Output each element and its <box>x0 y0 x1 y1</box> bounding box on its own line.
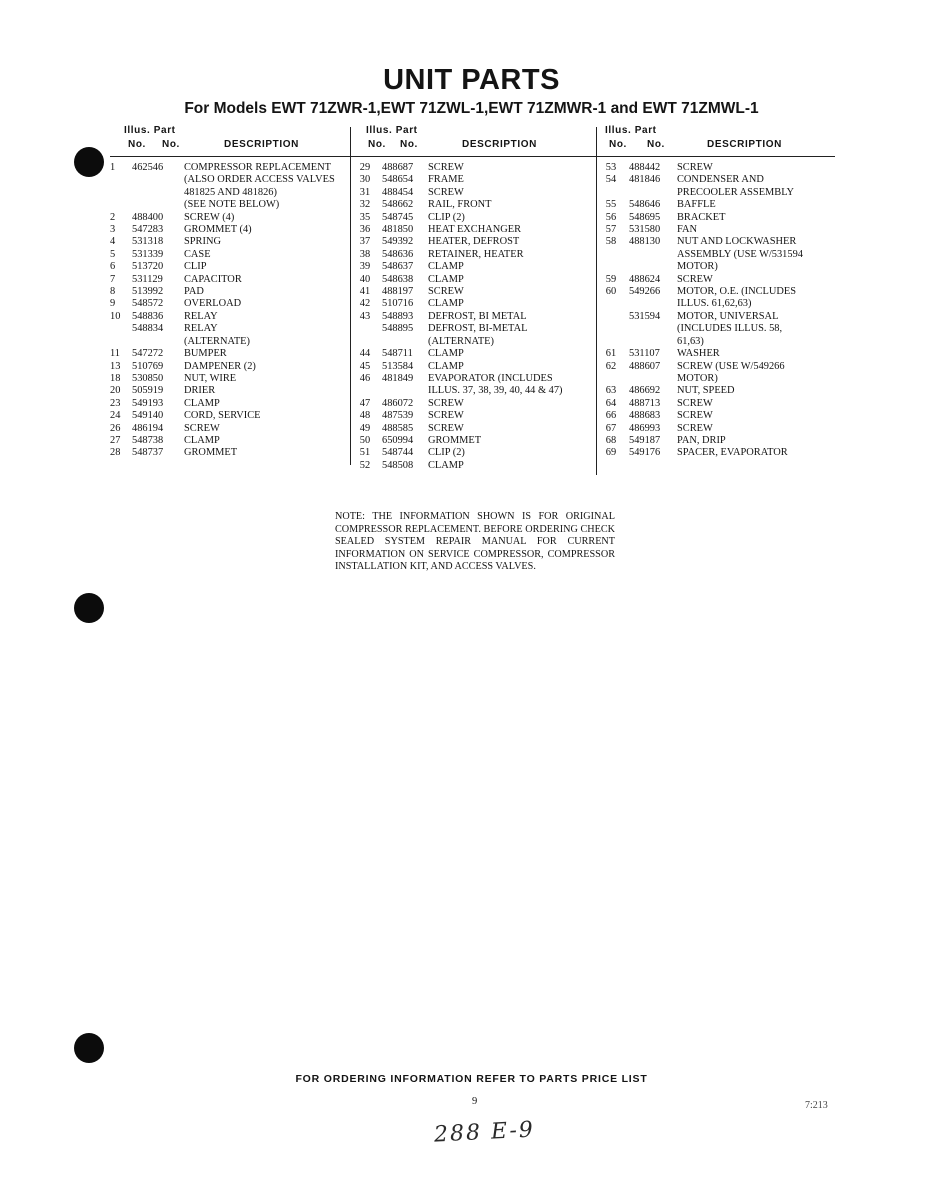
table-row <box>595 373 835 385</box>
part-description: CLAMP <box>428 261 464 273</box>
part-description: DEFROST, BI METAL <box>428 310 527 322</box>
part-description: CLIP <box>184 261 207 273</box>
illus-number: 35 <box>359 211 371 223</box>
part-number: 548636 <box>382 248 414 260</box>
table-row <box>350 373 595 385</box>
part-description: 481825 AND 481826) <box>184 186 277 198</box>
part-description: RELAY <box>184 323 218 335</box>
compressor-note: NOTE: THE INFORMATION SHOWN IS FOR ORIGINAL COMPRESSOR REPLACEMENT. BEFORE ORDERING CHECK SEALED SYSTEM REPAIR MANUAL FOR CURRENT INFORMATION ON SERVICE COMPRESSOR, COMPRESSOR INSTALLATION KIT, AND ACCESS VALVES. <box>335 511 615 572</box>
part-number: 488130 <box>629 236 661 248</box>
table-row <box>595 323 835 335</box>
header-part-no: No. <box>162 139 180 150</box>
header-illus-part: Illus. Part <box>366 125 418 136</box>
parts-column-3 <box>595 123 835 460</box>
part-number: 548508 <box>382 459 414 471</box>
illus-number: 10 <box>110 310 121 322</box>
illus-number: 64 <box>605 397 617 409</box>
table-row <box>350 286 595 298</box>
part-description: SPACER, EVAPORATOR <box>677 447 788 459</box>
part-description: (ALSO ORDER ACCESS VALVES <box>184 174 335 186</box>
illus-number: 41 <box>359 286 371 298</box>
part-description: SCREW <box>677 422 713 434</box>
illus-number: 18 <box>110 372 121 384</box>
table-row <box>110 385 350 397</box>
part-description: DRIER <box>184 385 216 397</box>
column-header <box>350 123 595 157</box>
part-description: SCREW <box>428 397 464 409</box>
table-row <box>595 410 835 422</box>
table-row <box>110 199 350 211</box>
part-number: 531594 <box>629 310 661 322</box>
table-row <box>110 162 350 174</box>
illus-number: 27 <box>110 434 121 446</box>
part-description: (ALTERNATE) <box>184 335 250 347</box>
illus-number: 36 <box>359 224 371 236</box>
table-row <box>595 336 835 348</box>
illus-number: 39 <box>359 261 371 273</box>
part-description: SCREW <box>677 273 713 285</box>
part-number: 548695 <box>629 211 661 223</box>
illus-number: 26 <box>110 422 121 434</box>
part-number: 488585 <box>382 422 414 434</box>
part-description: PAN, DRIP <box>677 434 726 446</box>
part-number: 548646 <box>629 199 661 211</box>
part-number: 505919 <box>132 385 164 397</box>
table-row <box>350 174 595 186</box>
illus-number: 23 <box>110 397 121 409</box>
part-number: 548738 <box>132 434 164 446</box>
part-number: 548662 <box>382 199 414 211</box>
table-row <box>350 460 595 472</box>
part-description: NUT, SPEED <box>677 385 735 397</box>
part-description: CLIP (2) <box>428 447 465 459</box>
table-row <box>350 199 595 211</box>
table-row <box>595 311 835 323</box>
part-number: 488197 <box>382 286 414 298</box>
illus-number: 2 <box>110 211 116 223</box>
part-number: 510769 <box>132 360 164 372</box>
part-description: DEFROST, BI-METAL <box>428 323 528 335</box>
table-row <box>110 224 350 236</box>
table-row <box>110 286 350 298</box>
part-description: NUT AND LOCKWASHER <box>677 236 797 248</box>
part-number: 548836 <box>132 310 164 322</box>
part-number: 548638 <box>382 273 414 285</box>
table-row <box>110 249 350 261</box>
illus-number: 32 <box>359 199 371 211</box>
table-row <box>110 373 350 385</box>
illus-number: 56 <box>605 211 617 223</box>
part-description: SCREW <box>184 422 220 434</box>
part-description: (INCLUDES ILLUS. 58, <box>677 323 783 335</box>
table-row <box>595 286 835 298</box>
part-description: EVAPORATOR (INCLUDES <box>428 372 553 384</box>
table-row <box>110 423 350 435</box>
part-description: SCREW <box>428 186 464 198</box>
part-number: 488713 <box>629 397 661 409</box>
table-row <box>595 348 835 360</box>
illus-number: 47 <box>359 397 371 409</box>
table-row <box>595 398 835 410</box>
illus-number: 62 <box>605 360 617 372</box>
part-description: MOTOR) <box>677 261 718 273</box>
part-description: SCREW <box>677 397 713 409</box>
illus-number: 52 <box>359 459 371 471</box>
part-description: DAMPENER (2) <box>184 360 256 372</box>
part-number: 549266 <box>629 286 661 298</box>
illus-number: 42 <box>359 298 371 310</box>
part-description: CLAMP <box>428 348 464 360</box>
part-description: FAN <box>677 224 698 236</box>
part-number: 531107 <box>629 348 660 360</box>
table-row <box>595 236 835 248</box>
part-number: 488683 <box>629 410 661 422</box>
illus-number: 45 <box>359 360 371 372</box>
part-number: 531339 <box>132 248 164 260</box>
table-row <box>110 435 350 447</box>
table-row <box>595 261 835 273</box>
table-row <box>110 311 350 323</box>
part-number: 481850 <box>382 224 414 236</box>
illus-number: 58 <box>605 236 617 248</box>
part-number: 486692 <box>629 385 661 397</box>
header-description: DESCRIPTION <box>224 139 299 150</box>
header-illus-part: Illus. Part <box>124 125 176 136</box>
column-header <box>110 123 350 157</box>
part-description: SCREW <box>677 162 713 173</box>
table-row <box>350 298 595 310</box>
table-row <box>110 261 350 273</box>
part-number: 531318 <box>132 236 164 248</box>
part-description: NUT, WIRE <box>184 372 237 384</box>
part-description: PAD <box>184 286 204 298</box>
part-description: RAIL, FRONT <box>428 199 492 211</box>
illus-number: 28 <box>110 447 121 459</box>
part-number: 531129 <box>132 273 163 285</box>
part-number: 513992 <box>132 286 164 298</box>
header-illus-no: No. <box>368 139 386 150</box>
part-number: 462546 <box>132 162 164 173</box>
part-description: SCREW <box>677 410 713 422</box>
illus-number: 44 <box>359 348 371 360</box>
part-description: PRECOOLER ASSEMBLY <box>677 186 795 198</box>
part-description: SCREW <box>428 286 464 298</box>
table-row <box>350 212 595 224</box>
part-number: 549392 <box>382 236 414 248</box>
part-description: SCREW <box>428 422 464 434</box>
part-number: 487539 <box>382 410 414 422</box>
part-number: 549193 <box>132 397 164 409</box>
illus-number: 20 <box>110 385 121 397</box>
ordering-info-footer: FOR ORDERING INFORMATION REFER TO PARTS PRICE LIST <box>295 1073 648 1085</box>
part-description: COMPRESSOR REPLACEMENT <box>184 162 331 173</box>
table-row <box>595 199 835 211</box>
part-description: CONDENSER AND <box>677 174 764 186</box>
illus-number: 61 <box>605 348 617 360</box>
part-description: SPRING <box>184 236 221 248</box>
table-row <box>595 212 835 224</box>
part-description: CORD, SERVICE <box>184 410 261 422</box>
illus-number: 48 <box>359 410 371 422</box>
table-row <box>110 212 350 224</box>
table-row <box>110 348 350 360</box>
part-description: ILLUS. 37, 38, 39, 40, 44 & 47) <box>428 385 563 397</box>
illus-number: 9 <box>110 298 116 310</box>
part-description: CLAMP <box>428 273 464 285</box>
part-description: CLAMP <box>428 360 464 372</box>
part-description: 61,63) <box>677 335 704 347</box>
table-row <box>350 447 595 459</box>
part-number: 488454 <box>382 186 414 198</box>
header-illus-part: Illus. Part <box>605 125 657 136</box>
part-number: 548893 <box>382 310 414 322</box>
part-number: 513720 <box>132 261 164 273</box>
table-row <box>110 323 350 335</box>
part-description: ASSEMBLY (USE W/531594 <box>677 248 803 260</box>
table-row <box>350 249 595 261</box>
part-description: RETAINER, HEATER <box>428 248 524 260</box>
part-number: 549187 <box>629 434 661 446</box>
table-row <box>350 162 595 174</box>
part-description: ILLUS. 61,62,63) <box>677 298 752 310</box>
part-number: 548895 <box>382 323 414 335</box>
parts-rows <box>595 157 835 460</box>
table-row <box>110 336 350 348</box>
part-description: SCREW <box>428 162 464 173</box>
part-description: SCREW (4) <box>184 211 235 223</box>
table-row <box>595 174 835 186</box>
part-description: GROMMET (4) <box>184 224 252 236</box>
header-description: DESCRIPTION <box>707 139 782 150</box>
table-row <box>595 361 835 373</box>
table-row <box>350 187 595 199</box>
table-row <box>595 447 835 459</box>
table-row <box>110 298 350 310</box>
part-number: 513584 <box>382 360 414 372</box>
table-row <box>350 311 595 323</box>
part-description: GROMMET <box>184 447 238 459</box>
illus-number: 46 <box>359 372 371 384</box>
table-row <box>350 224 595 236</box>
table-row <box>595 423 835 435</box>
part-number: 486194 <box>132 422 164 434</box>
illus-number: 7 <box>110 273 116 285</box>
parts-rows <box>350 157 595 472</box>
illus-number: 5 <box>110 248 116 260</box>
part-description: HEAT EXCHANGER <box>428 224 522 236</box>
table-row <box>595 162 835 174</box>
illus-number: 49 <box>359 422 371 434</box>
part-number: 481846 <box>629 174 661 186</box>
part-number: 548637 <box>382 261 414 273</box>
part-description: GROMMET <box>428 434 482 446</box>
part-number: 488687 <box>382 162 414 173</box>
part-description: CLAMP <box>184 434 220 446</box>
table-row <box>350 435 595 447</box>
illus-number: 53 <box>605 162 617 173</box>
illus-number: 55 <box>605 199 617 211</box>
illus-number: 67 <box>605 422 617 434</box>
part-number: 547272 <box>132 348 164 360</box>
illus-number: 40 <box>359 273 371 285</box>
table-row <box>110 174 350 186</box>
punch-hole-top <box>74 147 104 177</box>
illus-number: 37 <box>359 236 371 248</box>
illus-number: 13 <box>110 360 121 372</box>
part-description: BRACKET <box>677 211 726 223</box>
part-description: FRAME <box>428 174 464 186</box>
part-description: MOTOR, UNIVERSAL <box>677 310 779 322</box>
page-subtitle: For Models EWT 71ZWR-1,EWT 71ZWL-1,EWT 71ZMWR-1 and EWT 71ZMWL-1 <box>184 100 759 117</box>
part-number: 548572 <box>132 298 164 310</box>
table-row <box>350 336 595 348</box>
part-description: CLIP (2) <box>428 211 465 223</box>
table-row <box>595 298 835 310</box>
table-row <box>595 274 835 286</box>
part-number: 548737 <box>132 447 164 459</box>
part-number: 510716 <box>382 298 414 310</box>
table-row <box>110 398 350 410</box>
illus-number: 60 <box>605 286 617 298</box>
header-part-no: No. <box>400 139 418 150</box>
illus-number: 68 <box>605 434 617 446</box>
part-number: 530850 <box>132 372 164 384</box>
table-row <box>110 410 350 422</box>
illus-number: 29 <box>359 162 371 173</box>
part-number: 531580 <box>629 224 661 236</box>
table-row <box>350 348 595 360</box>
table-row <box>595 224 835 236</box>
illus-number: 50 <box>359 434 371 446</box>
table-row <box>595 249 835 261</box>
part-description: SCREW <box>428 410 464 422</box>
punch-hole-bottom <box>74 1033 104 1063</box>
part-number: 549176 <box>629 447 661 459</box>
header-part-no: No. <box>647 139 665 150</box>
part-number: 488607 <box>629 360 661 372</box>
part-number: 486072 <box>382 397 414 409</box>
part-number: 548745 <box>382 211 414 223</box>
table-row <box>595 385 835 397</box>
part-description: (ALTERNATE) <box>428 335 494 347</box>
table-row <box>110 274 350 286</box>
part-number: 488442 <box>629 162 661 173</box>
illus-number: 24 <box>110 410 121 422</box>
table-row <box>595 187 835 199</box>
header-illus-no: No. <box>128 139 146 150</box>
illus-number: 38 <box>359 248 371 260</box>
part-number: 481849 <box>382 372 414 384</box>
part-description: BUMPER <box>184 348 227 360</box>
table-row <box>595 435 835 447</box>
column-header <box>595 123 835 157</box>
part-description: SCREW (USE W/549266 <box>677 360 785 372</box>
part-number: 488400 <box>132 211 164 223</box>
part-description: BAFFLE <box>677 199 716 211</box>
part-number: 548744 <box>382 447 414 459</box>
table-row <box>110 361 350 373</box>
table-row <box>350 274 595 286</box>
illus-number: 66 <box>605 410 617 422</box>
table-row <box>350 423 595 435</box>
table-row <box>350 385 595 397</box>
illus-number: 30 <box>359 174 371 186</box>
punch-hole-middle <box>74 593 104 623</box>
table-row <box>350 398 595 410</box>
page-number: 9 <box>472 1096 478 1107</box>
parts-column-2 <box>350 123 595 472</box>
part-description: WASHER <box>677 348 720 360</box>
illus-number: 63 <box>605 385 617 397</box>
part-description: MOTOR, O.E. (INCLUDES <box>677 286 797 298</box>
part-number: 547283 <box>132 224 164 236</box>
illus-number: 31 <box>359 186 371 198</box>
table-row <box>350 361 595 373</box>
illus-number: 6 <box>110 261 116 273</box>
illus-number: 59 <box>605 273 617 285</box>
part-number: 650994 <box>382 434 414 446</box>
illus-number: 69 <box>605 447 617 459</box>
illus-number: 11 <box>110 348 121 360</box>
part-description: CLAMP <box>428 298 464 310</box>
header-illus-no: No. <box>609 139 627 150</box>
table-row <box>110 187 350 199</box>
table-row <box>110 447 350 459</box>
illus-number: 57 <box>605 224 617 236</box>
table-row <box>350 323 595 335</box>
handwritten-annotation: 288 E-9 <box>433 1117 536 1148</box>
part-number: 548834 <box>132 323 164 335</box>
part-description: CLAMP <box>184 397 220 409</box>
part-description: RELAY <box>184 310 218 322</box>
illus-number: 4 <box>110 236 116 248</box>
page-title: UNIT PARTS <box>383 64 560 96</box>
part-number: 549140 <box>132 410 164 422</box>
illus-number: 51 <box>359 447 371 459</box>
header-description: DESCRIPTION <box>462 139 537 150</box>
part-number: 548711 <box>382 348 413 360</box>
parts-rows <box>110 157 350 460</box>
illus-number: 3 <box>110 224 116 236</box>
part-description: CAPACITOR <box>184 273 242 285</box>
part-number: 548654 <box>382 174 414 186</box>
part-description: CASE <box>184 248 211 260</box>
illus-number: 54 <box>605 174 617 186</box>
part-number: 486993 <box>629 422 661 434</box>
part-description: MOTOR) <box>677 372 718 384</box>
table-row <box>110 236 350 248</box>
part-description: CLAMP <box>428 459 464 471</box>
part-description: (SEE NOTE BELOW) <box>184 199 280 211</box>
part-description: OVERLOAD <box>184 298 242 310</box>
table-row <box>350 410 595 422</box>
illus-number: 43 <box>359 310 371 322</box>
illus-number: 1 <box>110 162 116 173</box>
illus-number: 8 <box>110 286 116 298</box>
table-row <box>350 236 595 248</box>
date-code: 7:213 <box>805 1100 828 1111</box>
table-row <box>350 261 595 273</box>
parts-column-1 <box>110 123 350 460</box>
part-description: HEATER, DEFROST <box>428 236 520 248</box>
part-number: 488624 <box>629 273 661 285</box>
